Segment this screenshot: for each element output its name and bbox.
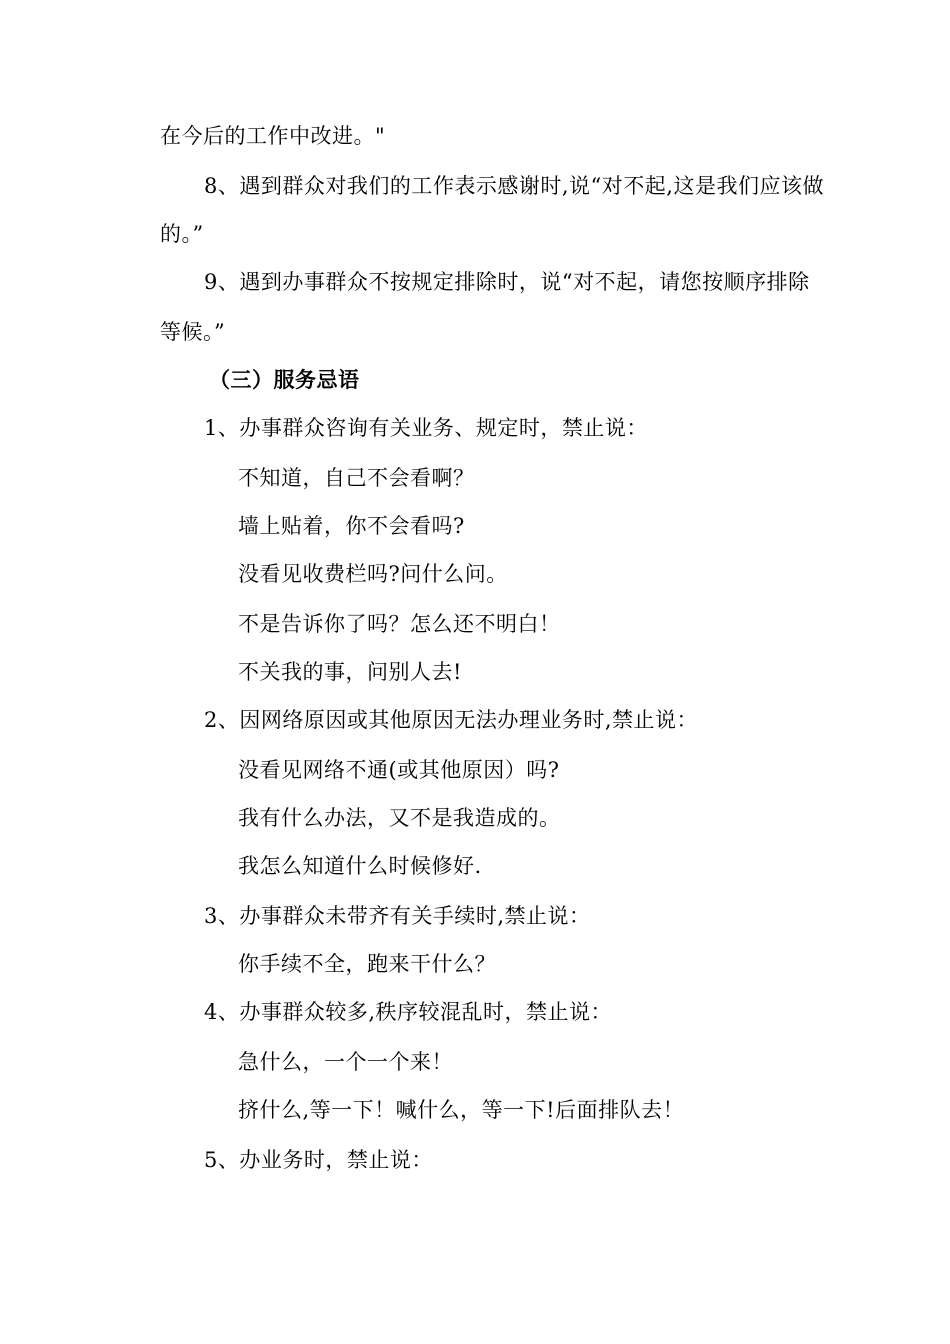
section-heading: （三）服务忌语 [209, 367, 360, 392]
list-item: 1、办事群众咨询有关业务、规定时，禁止说： [204, 416, 648, 440]
sub-item: 我怎么知道什么时候修好. [238, 854, 482, 878]
paragraph-line: 的。” [160, 222, 204, 246]
paragraph-line: 8、遇到群众对我们的工作表示感谢时,说“对不起,这是我们应该做 [204, 174, 824, 198]
paragraph-line: 9、遇到办事群众不按规定排除时，说“对不起，请您按顺序排除 [204, 270, 810, 294]
list-item: 3、办事群众未带齐有关手续时,禁止说： [204, 904, 591, 928]
sub-item: 不是告诉你了吗？怎么还不明白！ [238, 612, 561, 636]
sub-item: 急什么，一个一个来！ [238, 1050, 453, 1074]
sub-item: 不关我的事，问别人去! [238, 660, 462, 684]
sub-item: 墙上贴着，你不会看吗? [238, 514, 465, 538]
list-item: 4、办事群众较多,秩序较混乱时，禁止说： [204, 1000, 613, 1024]
list-item: 5、办业务时，禁止说： [204, 1148, 433, 1172]
sub-item: 没看见网络不通(或其他原因）吗? [238, 758, 560, 782]
paragraph-line: 在今后的工作中改进。" [160, 124, 386, 148]
sub-item: 没看见收费栏吗?问什么问。 [238, 562, 508, 586]
sub-item: 你手续不全，跑来干什么？ [238, 952, 496, 976]
sub-item: 挤什么,等一下！喊什么，等一下!后面排队去！ [238, 1098, 685, 1122]
sub-item: 我有什么办法，又不是我造成的。 [238, 806, 561, 830]
paragraph-line: 等候。” [160, 320, 226, 344]
sub-item: 不知道，自己不会看啊？ [238, 466, 475, 490]
list-item: 2、因网络原因或其他原因无法办理业务时,禁止说： [204, 708, 699, 732]
